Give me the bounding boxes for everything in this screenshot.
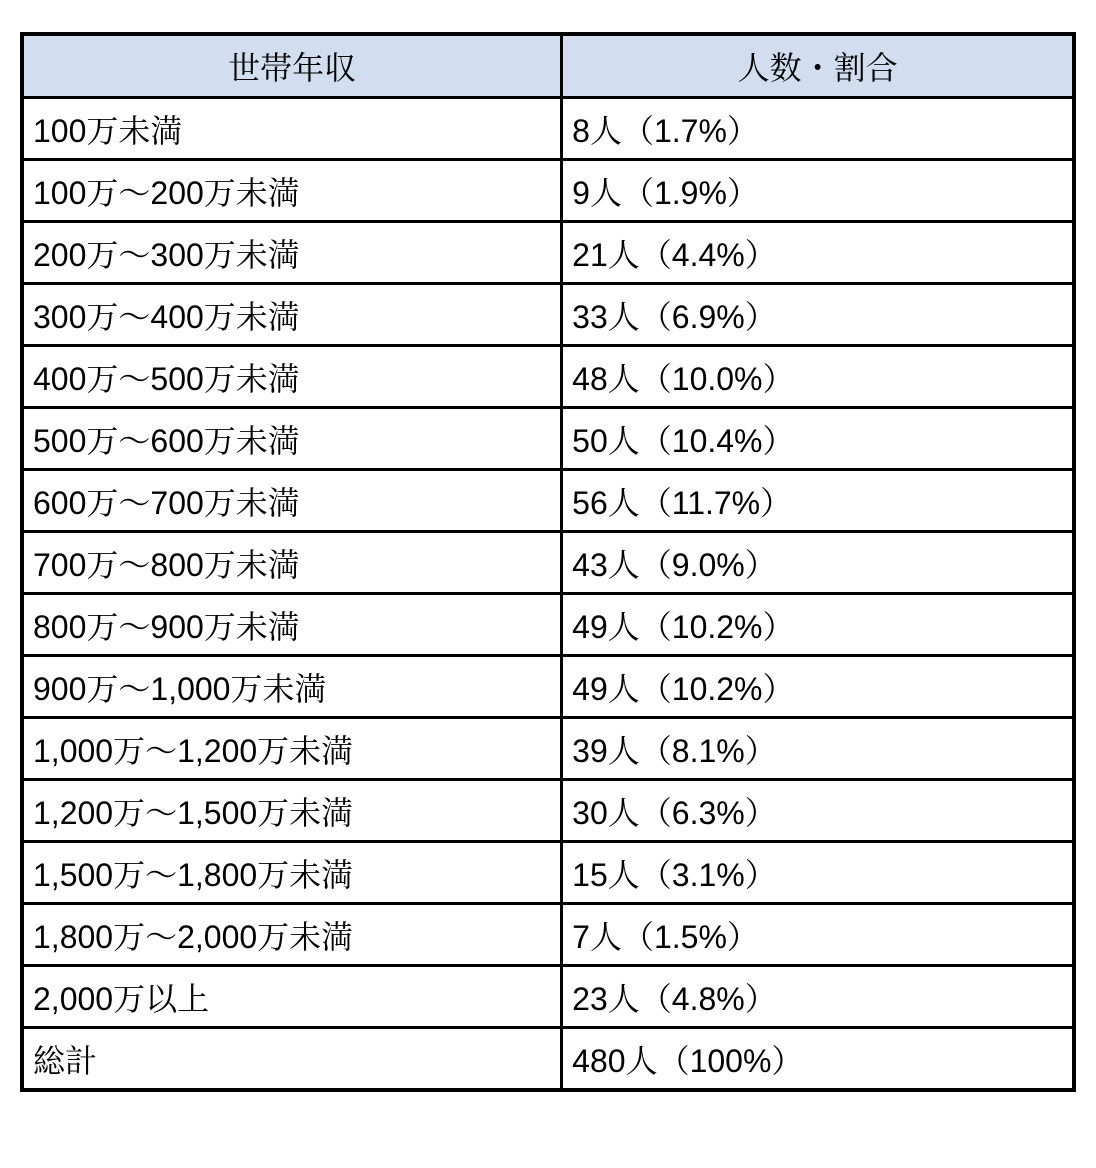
count-cell: 30人（6.3%） xyxy=(562,780,1074,842)
count-cell: 21人（4.4%） xyxy=(562,222,1074,284)
table-row xyxy=(22,594,1074,656)
table-row xyxy=(22,780,1074,842)
total-count-cell: 480人（100%） xyxy=(562,1028,1074,1091)
income-cell: 600万〜700万未満 xyxy=(22,470,562,532)
count-cell: 9人（1.9%） xyxy=(562,160,1074,222)
count-cell: 43人（9.0%） xyxy=(562,532,1074,594)
income-cell: 1,800万〜2,000万未満 xyxy=(22,904,562,966)
table-row xyxy=(22,98,1074,160)
income-cell: 2,000万以上 xyxy=(22,966,562,1028)
count-cell: 23人（4.8%） xyxy=(562,966,1074,1028)
income-cell: 100万未満 xyxy=(22,98,562,160)
table-row xyxy=(22,966,1074,1028)
income-cell: 1,200万〜1,500万未満 xyxy=(22,780,562,842)
income-distribution-table-container xyxy=(20,32,1076,1092)
header-row xyxy=(22,34,1074,98)
income-distribution-table xyxy=(20,32,1076,1092)
table-row xyxy=(22,1028,1074,1091)
income-cell: 700万〜800万未満 xyxy=(22,532,562,594)
income-cell: 800万〜900万未満 xyxy=(22,594,562,656)
table-row xyxy=(22,160,1074,222)
income-cell: 500万〜600万未満 xyxy=(22,408,562,470)
table-row xyxy=(22,904,1074,966)
count-cell: 49人（10.2%） xyxy=(562,656,1074,718)
count-cell: 15人（3.1%） xyxy=(562,842,1074,904)
table-row xyxy=(22,656,1074,718)
income-cell: 1,000万〜1,200万未満 xyxy=(22,718,562,780)
table-row xyxy=(22,222,1074,284)
income-cell: 900万〜1,000万未満 xyxy=(22,656,562,718)
count-cell: 7人（1.5%） xyxy=(562,904,1074,966)
table-row xyxy=(22,842,1074,904)
table-row xyxy=(22,346,1074,408)
table-row xyxy=(22,470,1074,532)
table-row xyxy=(22,284,1074,346)
total-label-cell: 総計 xyxy=(22,1028,562,1091)
income-cell: 400万〜500万未満 xyxy=(22,346,562,408)
table-row xyxy=(22,718,1074,780)
header-count: 人数・割合 xyxy=(562,34,1074,98)
income-cell: 100万〜200万未満 xyxy=(22,160,562,222)
table-row xyxy=(22,408,1074,470)
count-cell: 33人（6.9%） xyxy=(562,284,1074,346)
header-income: 世帯年収 xyxy=(22,34,562,98)
count-cell: 8人（1.7%） xyxy=(562,98,1074,160)
income-cell: 200万〜300万未満 xyxy=(22,222,562,284)
count-cell: 56人（11.7%） xyxy=(562,470,1074,532)
count-cell: 48人（10.0%） xyxy=(562,346,1074,408)
count-cell: 39人（8.1%） xyxy=(562,718,1074,780)
table-row xyxy=(22,532,1074,594)
count-cell: 49人（10.2%） xyxy=(562,594,1074,656)
income-cell: 300万〜400万未満 xyxy=(22,284,562,346)
income-cell: 1,500万〜1,800万未満 xyxy=(22,842,562,904)
count-cell: 50人（10.4%） xyxy=(562,408,1074,470)
